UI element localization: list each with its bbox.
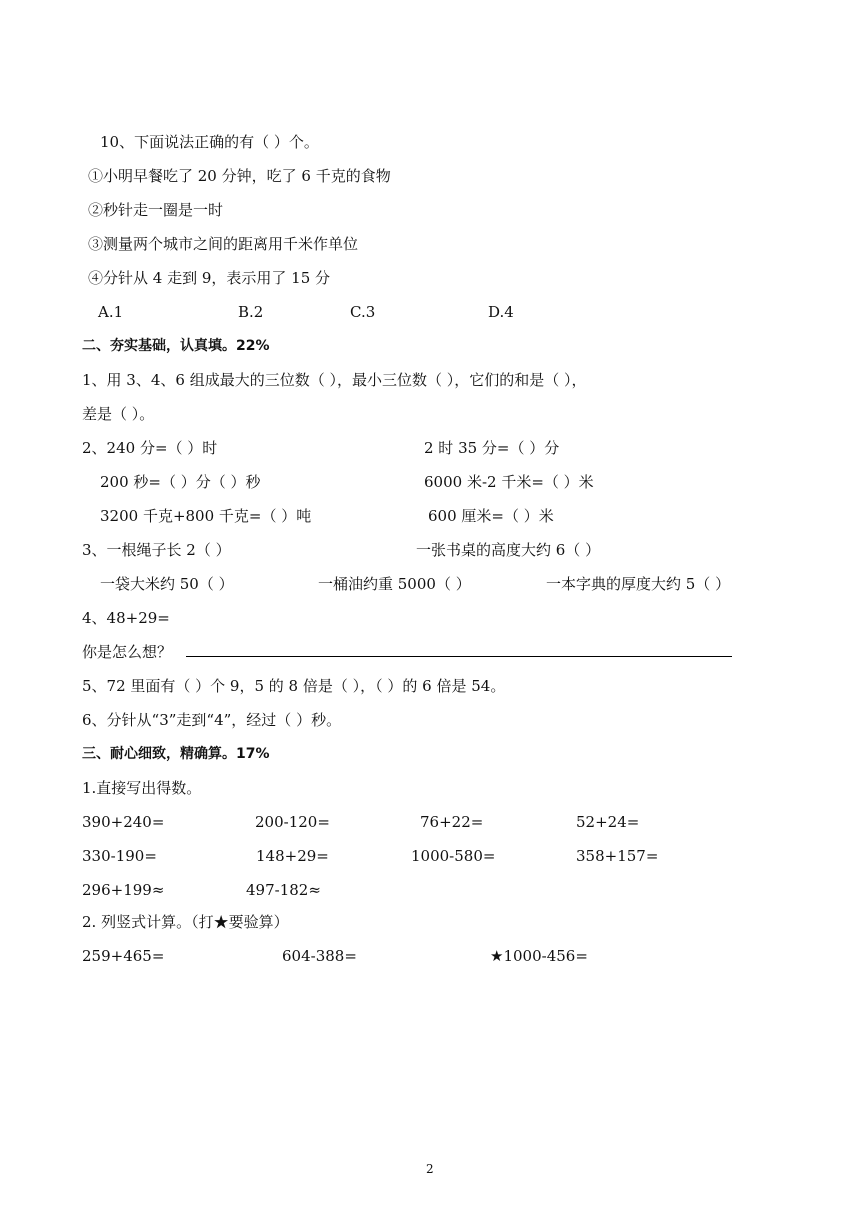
- s2-q4: 4、48+29=: [82, 609, 170, 627]
- q10-option-b: B.2: [238, 303, 264, 321]
- calc-item: 52+24=: [576, 813, 640, 831]
- calc-item: 358+157=: [576, 847, 659, 865]
- calc-item: 259+465=: [82, 947, 165, 965]
- s2-q4-think: 你是怎么想？: [82, 643, 173, 661]
- s2-q5: 5、72 里面有（ ）个 9，5 的 8 倍是（ ），（ ）的 6 倍是 54。: [82, 677, 506, 695]
- q10-stem: 10、下面说法正确的有（ ）个。: [100, 133, 319, 151]
- s2-q3-c: 一袋大米约 50（ ）: [100, 575, 234, 593]
- calc-item: 200-120=: [255, 813, 330, 831]
- s2-q2-b: 2 时 35 分=（ ）分: [424, 439, 560, 457]
- section2-title: 二、夯实基础，认真填。22%: [82, 338, 270, 354]
- s2-q2-c: 200 秒=（ ）分（ ）秒: [100, 473, 261, 491]
- calc-item: 330-190=: [82, 847, 157, 865]
- s3-sub2: 2. 列竖式计算。（打★要验算）: [82, 913, 289, 931]
- s2-q2-f: 600 厘米=（ ）米: [428, 507, 554, 525]
- q10-option-c: C.3: [350, 303, 376, 321]
- calc-item: ★1000-456=: [490, 947, 588, 965]
- s2-q3-d: 一桶油约重 5000（ ）: [318, 575, 471, 593]
- calc-item: 390+240=: [82, 813, 165, 831]
- s2-q3-e: 一本字典的厚度大约 5（ ）: [546, 575, 731, 593]
- calc-item: 296+199≈: [82, 881, 165, 899]
- calc-item: 497-182≈: [246, 881, 321, 899]
- section3-title: 三、耐心细致，精确算。17%: [82, 746, 270, 762]
- s3-sub1: 1.直接写出得数。: [82, 779, 202, 797]
- q10-statement-2: ②秒针走一圈是一时: [88, 201, 224, 219]
- calc-item: 1000-580=: [411, 847, 496, 865]
- q10-statement-1: ①小明早餐吃了 20 分钟，吃了 6 千克的食物: [88, 167, 391, 185]
- s2-q1-line1: 1、用 3、4、6 组成最大的三位数（ ），最小三位数（ ），它们的和是（ ），: [82, 371, 587, 389]
- q10-statement-3: ③测量两个城市之间的距离用千米作单位: [88, 235, 359, 253]
- calc-item: 148+29=: [256, 847, 329, 865]
- s2-q1-line2: 差是（ ）。: [82, 405, 155, 423]
- s2-q2-d: 6000 米-2 千米=（ ）米: [424, 473, 594, 491]
- page-number: 2: [426, 1162, 434, 1176]
- calc-item: 604-388=: [282, 947, 357, 965]
- s2-q3-a: 3、一根绳子长 2（ ）: [82, 541, 231, 559]
- s2-q6: 6、分针从“3”走到“4”，经过（ ）秒。: [82, 711, 342, 729]
- q10-statement-4: ④分针从 4 走到 9，表示用了 15 分: [88, 269, 331, 287]
- answer-line: [186, 656, 732, 657]
- q10-option-d: D.4: [488, 303, 514, 321]
- s2-q3-b: 一张书桌的高度大约 6（ ）: [416, 541, 601, 559]
- s2-q2-a: 2、240 分=（ ）时: [82, 439, 218, 457]
- s2-q2-e: 3200 千克+800 千克=（ ）吨: [100, 507, 312, 525]
- calc-item: 76+22=: [420, 813, 484, 831]
- q10-option-a: A.1: [98, 303, 124, 321]
